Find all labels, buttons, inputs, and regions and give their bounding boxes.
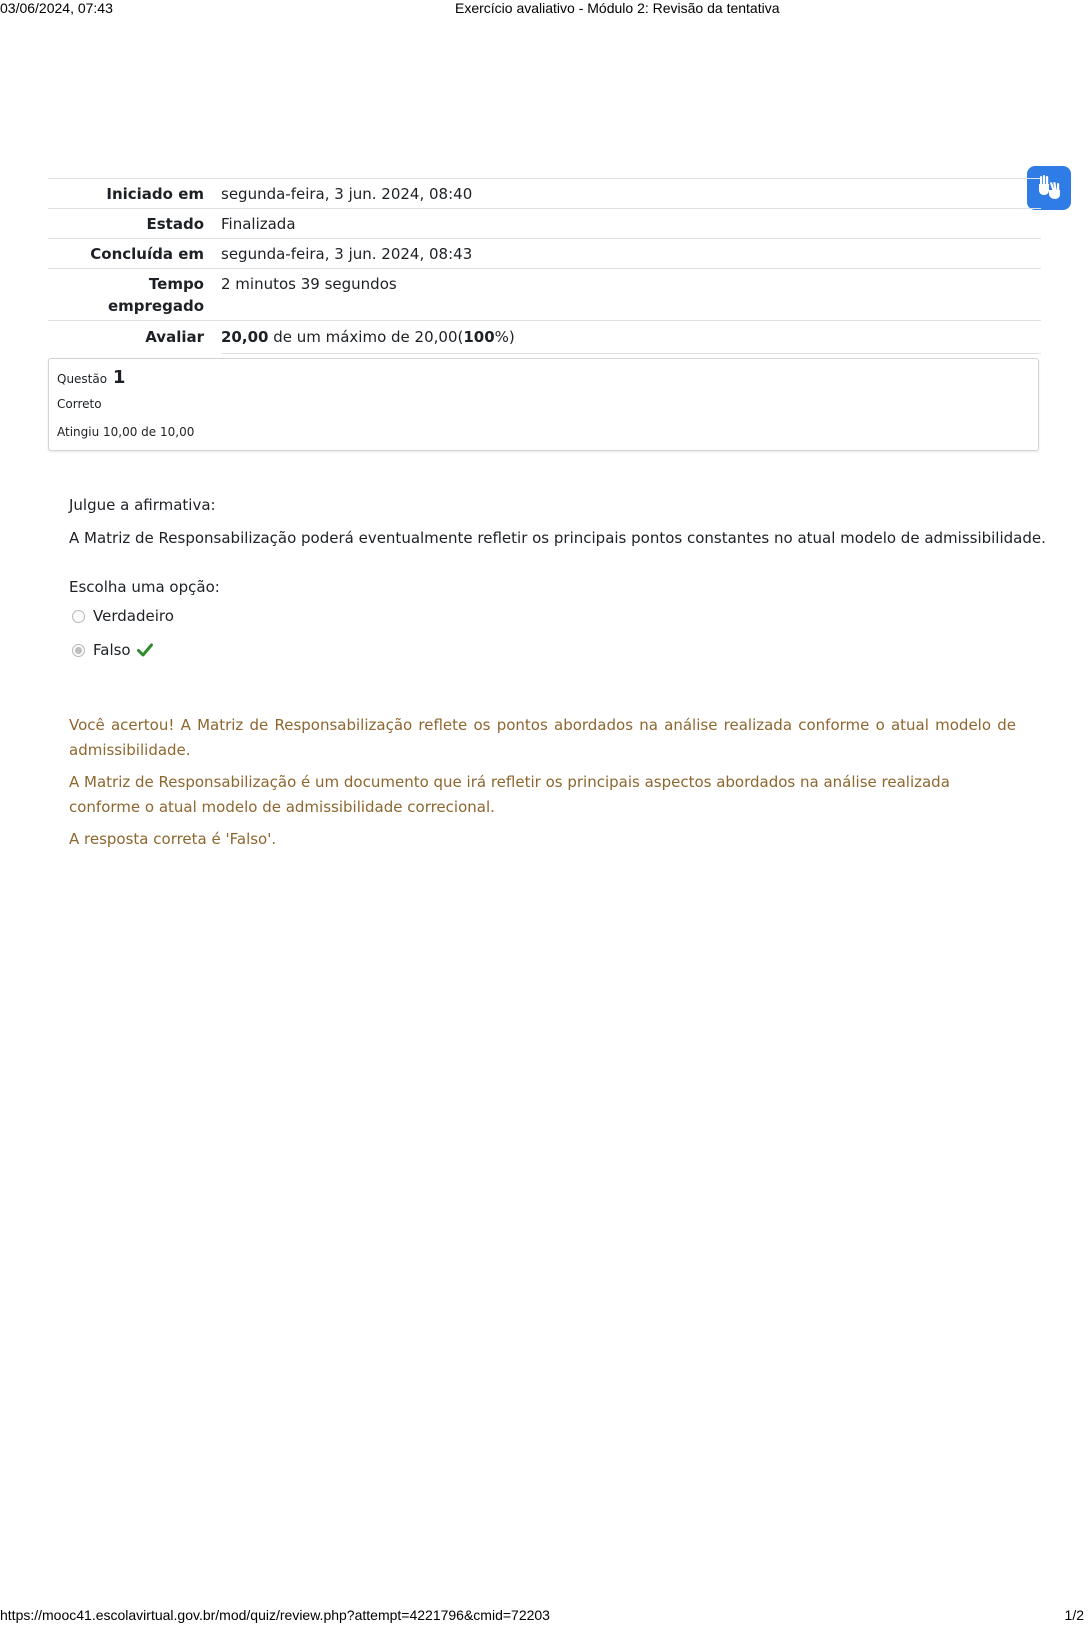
- feedback-general: Você acertou! A Matriz de Responsabilização reflete os pontos abordados na análise realizada conforme o atual modelo de admissibilidade.: [69, 716, 1016, 759]
- question-feedback: [69, 713, 1016, 860]
- summary-value: [221, 321, 1041, 354]
- option-label: Verdadeiro: [93, 607, 174, 625]
- grade-mid: de um máximo de 20,00(: [268, 328, 464, 346]
- print-datetime: 03/06/2024, 07:43: [0, 0, 113, 16]
- question-statement: A Matriz de Responsabilização poderá eventualmente refletir os principais pontos constantes no atual modelo de admissibilidade.: [69, 529, 1046, 547]
- summary-row-grade: [48, 321, 1041, 354]
- question-info-box: [48, 358, 1039, 451]
- summary-label: Avaliar: [48, 321, 221, 354]
- summary-row-started: [48, 179, 1041, 209]
- print-footer: [0, 1607, 1088, 1623]
- summary-value: segunda-feira, 3 jun. 2024, 08:40: [221, 179, 1041, 209]
- summary-value: segunda-feira, 3 jun. 2024, 08:43: [221, 239, 1041, 269]
- answer-option-falso[interactable]: [72, 639, 153, 661]
- grade-score: 20,00: [221, 328, 269, 346]
- summary-label-line1: Tempo: [148, 275, 204, 293]
- feedback-right-answer: A resposta correta é 'Falso'.: [69, 830, 277, 848]
- question-number: [57, 367, 125, 388]
- grade-end: %): [494, 328, 515, 346]
- option-label: Falso: [93, 641, 131, 659]
- grade-percent: 100: [463, 328, 495, 346]
- summary-row-completed: [48, 239, 1041, 269]
- choose-option-label: Escolha uma opção:: [69, 578, 220, 596]
- question-number-value: 1: [112, 367, 126, 388]
- summary-label: [48, 269, 221, 321]
- question-grade: Atingiu 10,00 de 10,00: [57, 425, 195, 439]
- summary-row-time: [48, 269, 1041, 321]
- summary-label-line2: empregado: [107, 297, 204, 315]
- summary-label: Estado: [48, 209, 221, 239]
- answer-option-verdadeiro[interactable]: [72, 605, 174, 627]
- question-prompt: Julgue a afirmativa:: [69, 496, 216, 514]
- print-header: [0, 0, 1088, 16]
- check-icon: [137, 643, 153, 657]
- summary-row-state: [48, 209, 1041, 239]
- radio-button[interactable]: [72, 610, 85, 623]
- print-url: https://mooc41.escolavirtual.gov.br/mod/quiz/review.php?attempt=4221796&cmid=72203: [0, 1607, 550, 1623]
- print-page-title: Exercício avaliativo - Módulo 2: Revisão da tentativa: [455, 0, 780, 16]
- summary-value: Finalizada: [221, 209, 1041, 239]
- question-label: Questão: [57, 372, 108, 386]
- question-state: Correto: [57, 397, 102, 411]
- summary-value: 2 minutos 39 segundos: [221, 269, 1041, 321]
- summary-label: Iniciado em: [48, 179, 221, 209]
- feedback-explanation: A Matriz de Responsabilização é um documento que irá refletir os principais aspectos abordados na análise realizada conforme o atual modelo de admissibilidade correcional.: [69, 773, 950, 816]
- attempt-summary-table: [48, 178, 1041, 354]
- summary-label: Concluída em: [48, 239, 221, 269]
- print-page-number: 1/2: [1064, 1607, 1084, 1623]
- radio-button-selected[interactable]: [72, 644, 85, 657]
